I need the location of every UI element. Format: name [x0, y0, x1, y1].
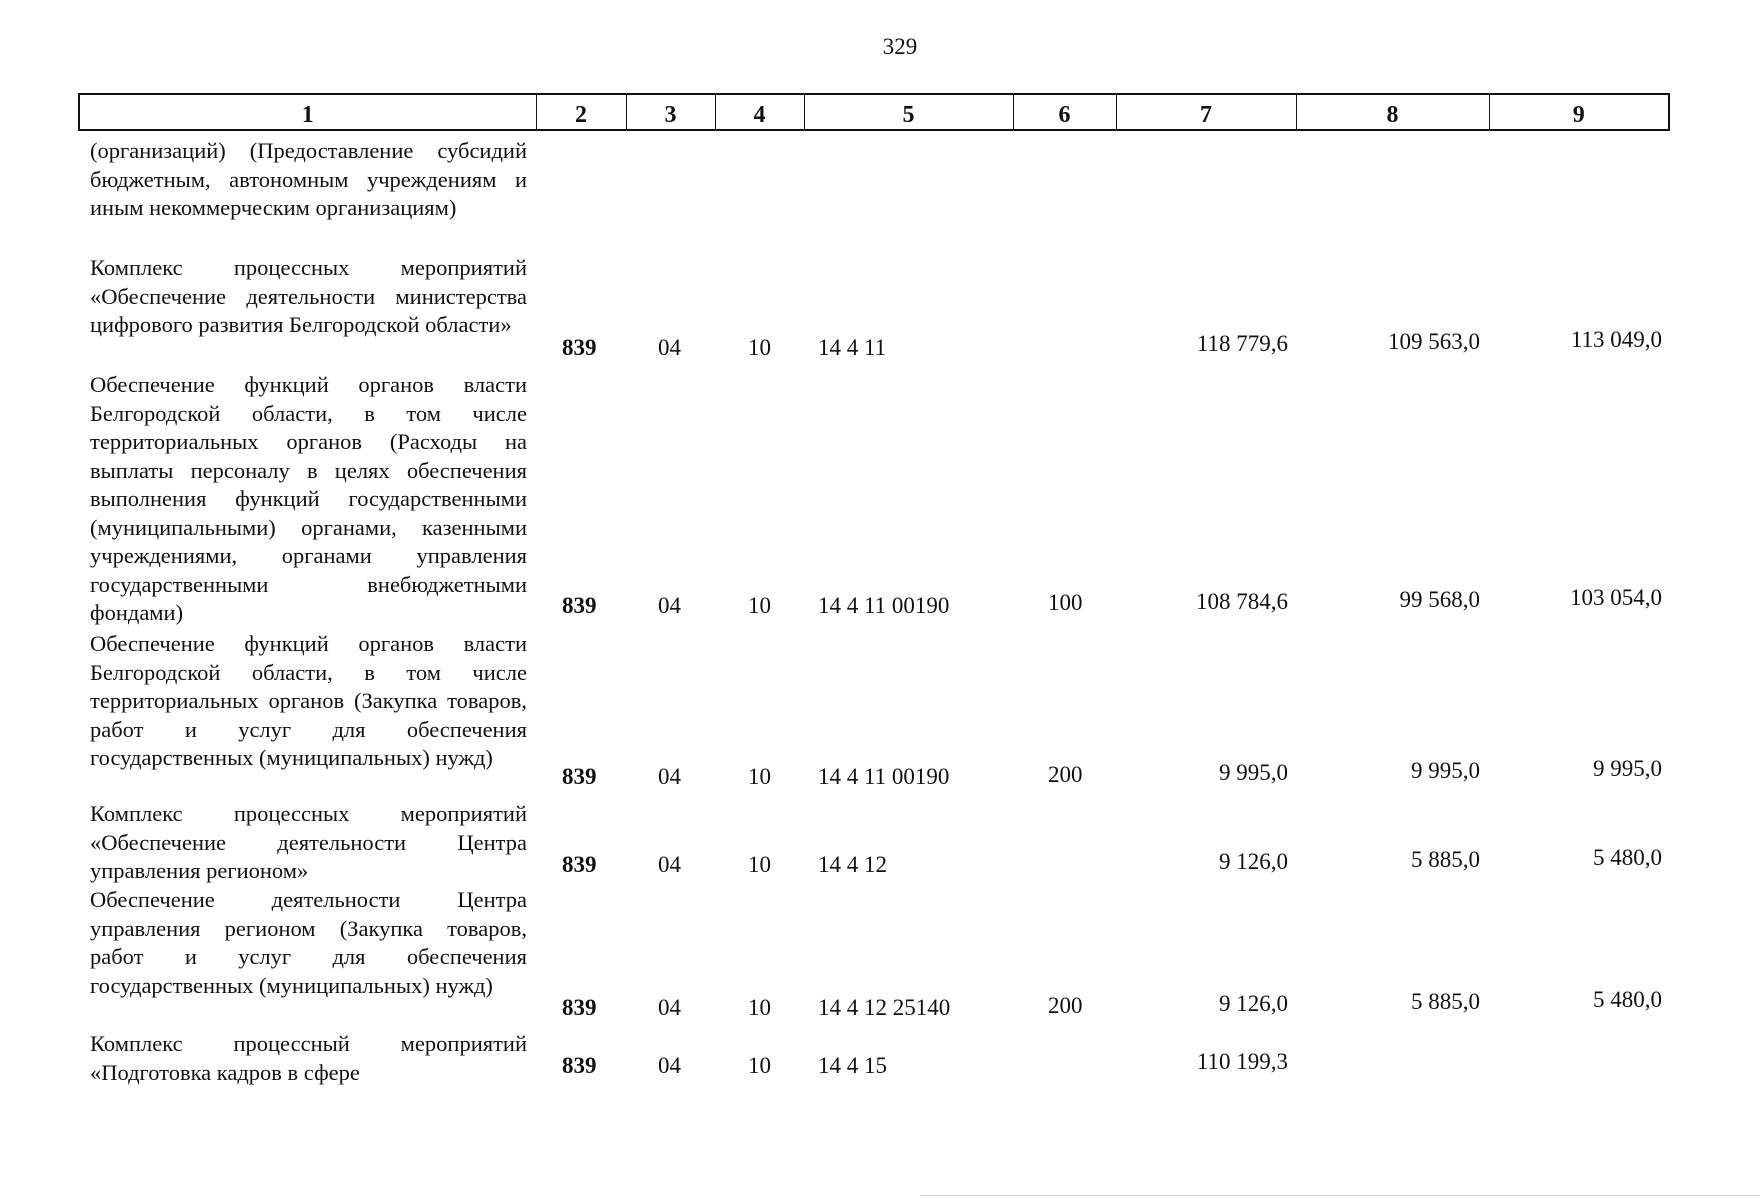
row-code-col5: 14 4 11 00190 [818, 764, 950, 789]
row-amount-col9: 9 995,0 [1593, 756, 1662, 781]
row-code-col3: 04 [658, 335, 681, 360]
header-col-1: 1 [79, 94, 536, 130]
row-code-col5: 14 4 12 25140 [818, 995, 951, 1020]
row-amount-col7: 9 126,0 [1219, 991, 1288, 1016]
row-code-col2: 839 [562, 764, 597, 789]
header-col-5: 5 [804, 94, 1013, 130]
row-code-col6: 100 [1048, 590, 1083, 615]
header-col-6: 6 [1013, 94, 1116, 130]
row-amount-col8: 5 885,0 [1411, 847, 1480, 872]
row-amount-col8: 99 568,0 [1399, 587, 1480, 612]
header-row [79, 94, 1669, 130]
header-col-2: 2 [536, 94, 626, 130]
column-header-table [78, 93, 1670, 131]
row-code-col3: 04 [658, 995, 681, 1020]
row-amount-col7: 108 784,6 [1196, 589, 1288, 614]
row-amount-col9: 5 480,0 [1593, 987, 1662, 1012]
row-description: Комплекс процессный мероприятий «Подготовка кадров в сфере [90, 1031, 527, 1085]
row-amount-col8: 5 885,0 [1411, 989, 1480, 1014]
row-amount-col8: 9 995,0 [1411, 758, 1480, 783]
row-code-col4: 10 [748, 852, 771, 877]
row-description: Комплекс процессных мероприятий «Обеспечение деятельности министерства цифрового развития Белгородской области» [90, 255, 527, 337]
row-amount-col9: 103 054,0 [1570, 585, 1662, 610]
row-code-col5: 14 4 15 [818, 1053, 887, 1078]
page-number: 329 [882, 34, 918, 59]
row-code-col4: 10 [748, 764, 771, 789]
row-description: Обеспечение функций органов власти Белгородской области, в том числе территориальных органов (Расходы на выплаты персоналу в целях обеспечения выполнения функций государственными (муниципальными) органами, казенными учреждениями, органами управления государственными внебюджетными фондами) [90, 372, 527, 625]
row-code-col6: 200 [1048, 762, 1083, 787]
header-col-9: 9 [1489, 94, 1669, 130]
row-code-col2: 839 [562, 852, 597, 877]
row-amount-col9: 5 480,0 [1593, 845, 1662, 870]
header-col-4: 4 [715, 94, 804, 130]
row-code-col4: 10 [748, 593, 771, 618]
row-code-col4: 10 [748, 995, 771, 1020]
header-col-3: 3 [626, 94, 715, 130]
row-amount-col7: 9 995,0 [1219, 760, 1288, 785]
row-code-col3: 04 [658, 852, 681, 877]
row-code-col2: 839 [562, 593, 597, 618]
row-amount-col7: 110 199,3 [1196, 1049, 1288, 1074]
row-description: Обеспечение функций органов власти Белгородской области, в том числе территориальных органов (Закупка товаров, работ и услуг для обеспечения государственных (муниципальных) нужд) [90, 631, 527, 770]
row-code-col5: 14 4 11 00190 [818, 593, 950, 618]
row-code-col2: 839 [562, 1053, 597, 1078]
row-code-col3: 04 [658, 593, 681, 618]
row-amount-col9: 113 049,0 [1570, 327, 1662, 352]
row-description: (организаций) (Предоставление субсидий бюджетным, автономным учреждениям и иным некоммерческим организациям) [90, 138, 527, 220]
row-amount-col7: 118 779,6 [1196, 331, 1288, 356]
header-col-8: 8 [1296, 94, 1489, 130]
scan-artifact-line [920, 1195, 1760, 1196]
row-code-col2: 839 [562, 335, 597, 360]
row-code-col2: 839 [562, 995, 597, 1020]
row-description: Комплекс процессных мероприятий «Обеспечение деятельности Центра управления регионом» [90, 801, 527, 883]
row-amount-col7: 9 126,0 [1219, 849, 1288, 874]
row-code-col4: 10 [748, 335, 771, 360]
row-description: Обеспечение деятельности Центра управления регионом (Закупка товаров, работ и услуг для обеспечения государственных (муниципальных) нужд) [90, 887, 527, 998]
row-code-col3: 04 [658, 764, 681, 789]
row-code-col6: 200 [1048, 993, 1083, 1018]
header-col-7: 7 [1116, 94, 1296, 130]
row-code-col5: 14 4 11 [818, 335, 887, 360]
row-code-col4: 10 [748, 1053, 771, 1078]
row-code-col3: 04 [658, 1053, 681, 1078]
row-code-col5: 14 4 12 [818, 852, 887, 877]
row-amount-col8: 109 563,0 [1388, 329, 1480, 354]
